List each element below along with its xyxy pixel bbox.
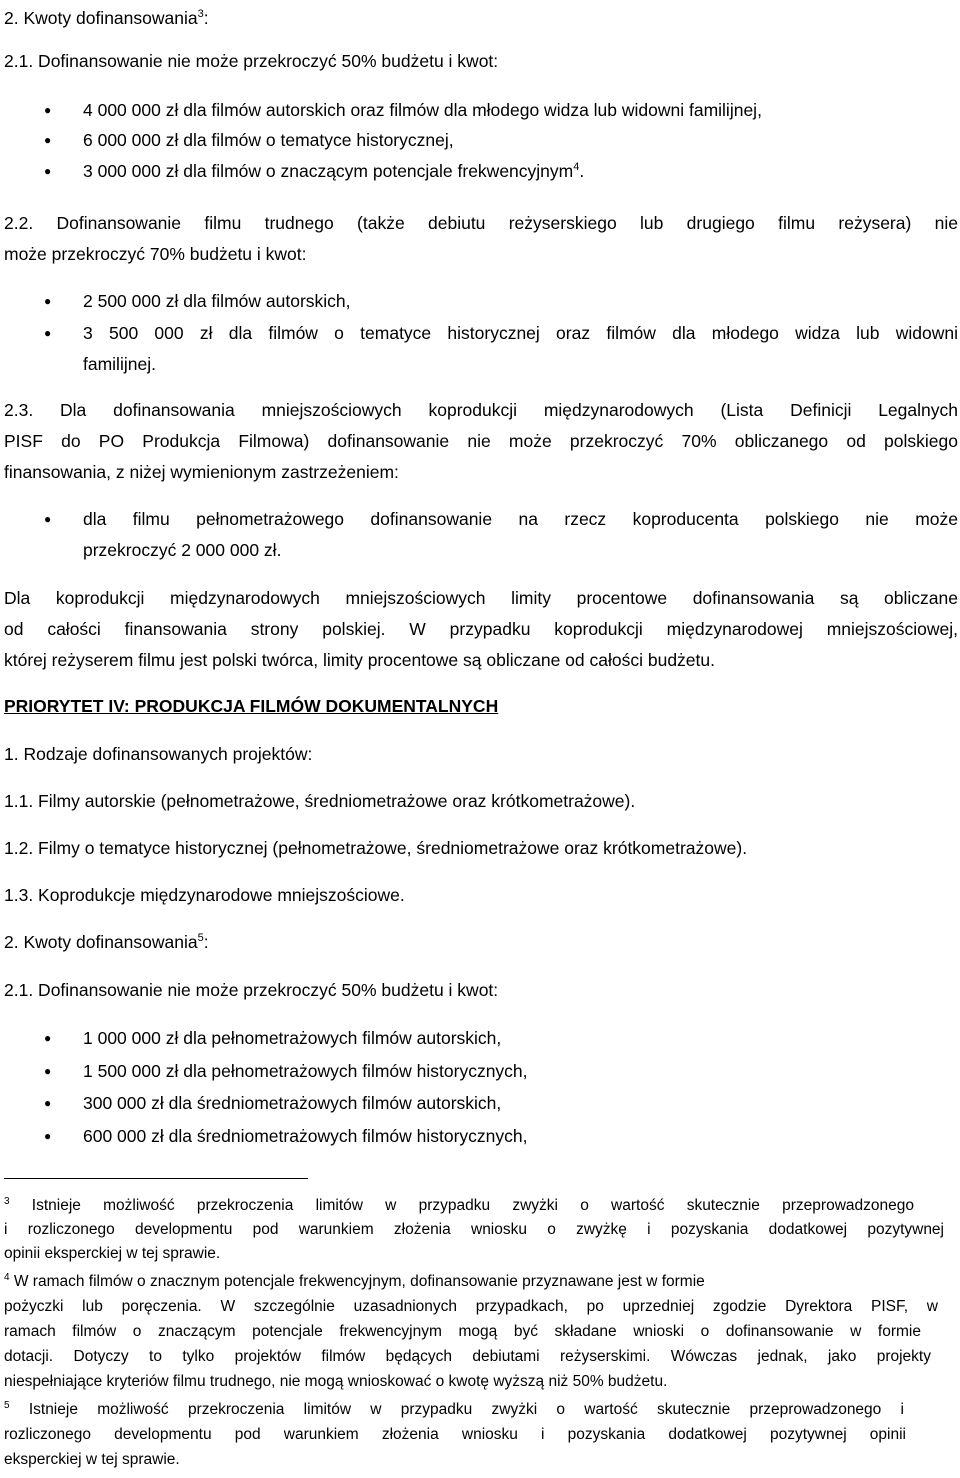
footnote-number: 3 bbox=[4, 1195, 10, 1207]
list-item-continuation: familijnej. bbox=[83, 354, 156, 374]
footnote-4-line: pożyczki lub poręczenia. W szczególnie uzasadnionych przypadkach, po uprzedniej zgodzie Dyrektora PISF, w bbox=[4, 1298, 938, 1315]
paragraph-line: której reżyserem filmu jest polski twórca, limity procentowe są obliczane od całości budżetu. bbox=[4, 650, 715, 670]
list-item: 1 000 000 zł dla pełnometrażowych filmów autorskich, bbox=[83, 1028, 502, 1048]
bullet: ● bbox=[44, 103, 52, 117]
list-item: dla filmu pełnometrażowego dofinansowanie na rzecz koproducenta polskiego nie może bbox=[83, 509, 958, 529]
footnote-number: 5 bbox=[4, 1399, 10, 1411]
subsection-1-2: 1.2. Filmy o tematyce historycznej (pełnometrażowe, średniometrażowe oraz krótkometrażowe). bbox=[4, 838, 748, 858]
bullet: ● bbox=[44, 1031, 52, 1045]
list-item: 3 500 000 zł dla filmów o tematyce historycznej oraz filmów dla młodego widza lub widowni bbox=[83, 323, 958, 343]
list-item: 6 000 000 zł dla filmów o tematyce historycznej, bbox=[83, 130, 454, 150]
footnote-3-line: i rozliczonego developmentu pod warunkiem złożenia wniosku o zwyżkę i pozyskania dodatkowej pozytywnej bbox=[4, 1221, 944, 1238]
list-item-continuation: przekroczyć 2 000 000 zł. bbox=[83, 540, 282, 560]
bullet: ● bbox=[44, 133, 52, 147]
bullet: ● bbox=[44, 326, 52, 340]
footnote-4-line: niespełniające kryteriów filmu trudnego, nie mogą wnioskować o kwotę wyższą niż 50% budżetu. bbox=[4, 1373, 668, 1390]
footnote-ref-4: 4 bbox=[573, 161, 580, 174]
subsection-2-3-line: finansowania, z niżej wymienionym zastrzeżeniem: bbox=[4, 462, 399, 482]
subsection-2-2-line: może przekroczyć 70% budżetu i kwot: bbox=[4, 244, 307, 264]
footnote-5-line: eksperckiej w tej sprawie. bbox=[4, 1451, 180, 1468]
footnote-separator bbox=[4, 1178, 308, 1179]
bullet: ● bbox=[44, 164, 52, 178]
footnote-4-line: ramach filmów o znaczącym potencjale frekwencyjnym mogą być składane wnioski o dofinansowanie w formie bbox=[4, 1323, 921, 1340]
footnote-5-line: $^5$ Istnieje możliwość przekroczenia limitów w przypadku zwyżki o wartość skutecznie przeprowadzonego i bbox=[4, 1399, 904, 1418]
footnote-3-line: $^3$ Istnieje możliwość przekroczenia limitów w przypadku zwyżki o wartość skutecznie przeprowadzonego bbox=[4, 1195, 914, 1214]
subsection-2-3-line: 2.3. Dla dofinansowania mniejszościowych koprodukcji międzynarodowych (Lista Definicji Legalnych bbox=[4, 400, 958, 420]
bullet: ● bbox=[44, 294, 52, 308]
bullet: ● bbox=[44, 1129, 52, 1143]
subsection-2-3-line: PISF do PO Produkcja Filmowa) dofinansowanie nie może przekroczyć 70% obliczanego od polskiego bbox=[4, 431, 958, 451]
footnote-4-line: dotacji. Dotyczy to tylko projektów filmów będących debiutami reżyserskimi. Wówczas jednak, jako projekty bbox=[4, 1348, 931, 1365]
footnote-5-line: rozliczonego developmentu pod warunkiem złożenia wniosku i pozyskania dodatkowej pozytywnej opinii bbox=[4, 1426, 906, 1443]
section-2-title: 2. Kwoty dofinansowania$^3$: bbox=[4, 8, 209, 28]
footnote-ref-3: 3 bbox=[197, 8, 204, 21]
priority-heading: PRIORYTET IV: PRODUKCJA FILMÓW DOKUMENTALNYCH bbox=[4, 696, 499, 716]
list-item: 4 000 000 zł dla filmów autorskich oraz filmów dla młodego widza lub widowni familijnej, bbox=[83, 100, 762, 120]
section-1-title: 1. Rodzaje dofinansowanych projektów: bbox=[4, 744, 313, 764]
subsection-1-1: 1.1. Filmy autorskie (pełnometrażowe, średniometrażowe oraz krótkometrażowe). bbox=[4, 791, 636, 811]
section-2b-title: 2. Kwoty dofinansowania$^5$: bbox=[4, 932, 209, 952]
list-item: 600 000 zł dla średniometrażowych filmów historycznych, bbox=[83, 1126, 528, 1146]
list-item: 2 500 000 zł dla filmów autorskich, bbox=[83, 291, 351, 311]
subsection-2-1b: 2.1. Dofinansowanie nie może przekroczyć 50% budżetu i kwot: bbox=[4, 980, 499, 1000]
subsection-2-2-line: 2.2. Dofinansowanie filmu trudnego (także debiutu reżyserskiego lub drugiego filmu reżysera) nie bbox=[4, 213, 958, 233]
bullet: ● bbox=[44, 1096, 52, 1110]
subsection-2-1: 2.1. Dofinansowanie nie może przekroczyć 50% budżetu i kwot: bbox=[4, 51, 499, 71]
footnote-number: 4 bbox=[4, 1271, 10, 1283]
subsection-1-3: 1.3. Koprodukcje międzynarodowe mniejszościowe. bbox=[4, 885, 405, 905]
list-item: 300 000 zł dla średniometrażowych filmów autorskich, bbox=[83, 1093, 502, 1113]
list-item: 1 500 000 zł dla pełnometrażowych filmów historycznych, bbox=[83, 1061, 528, 1081]
list-item: 3 000 000 zł dla filmów o znaczącym potencjale frekwencyjnym$^4$. bbox=[83, 161, 585, 181]
bullet: ● bbox=[44, 1064, 52, 1078]
footnote-4-line: $^4$ W ramach filmów o znacznym potencjale frekwencyjnym, dofinansowanie przyznawane jest w formie bbox=[4, 1271, 705, 1290]
bullet: ● bbox=[44, 512, 52, 526]
footnote-ref-5: 5 bbox=[197, 932, 204, 945]
paragraph-line: Dla koprodukcji międzynarodowych mniejszościowych limity procentowe dofinansowania są obliczane bbox=[4, 588, 958, 608]
footnote-3-line: opinii eksperckiej w tej sprawie. bbox=[4, 1245, 221, 1262]
paragraph-line: od całości finansowania strony polskiej. W przypadku koprodukcji międzynarodowej mniejszościowej, bbox=[4, 619, 958, 639]
